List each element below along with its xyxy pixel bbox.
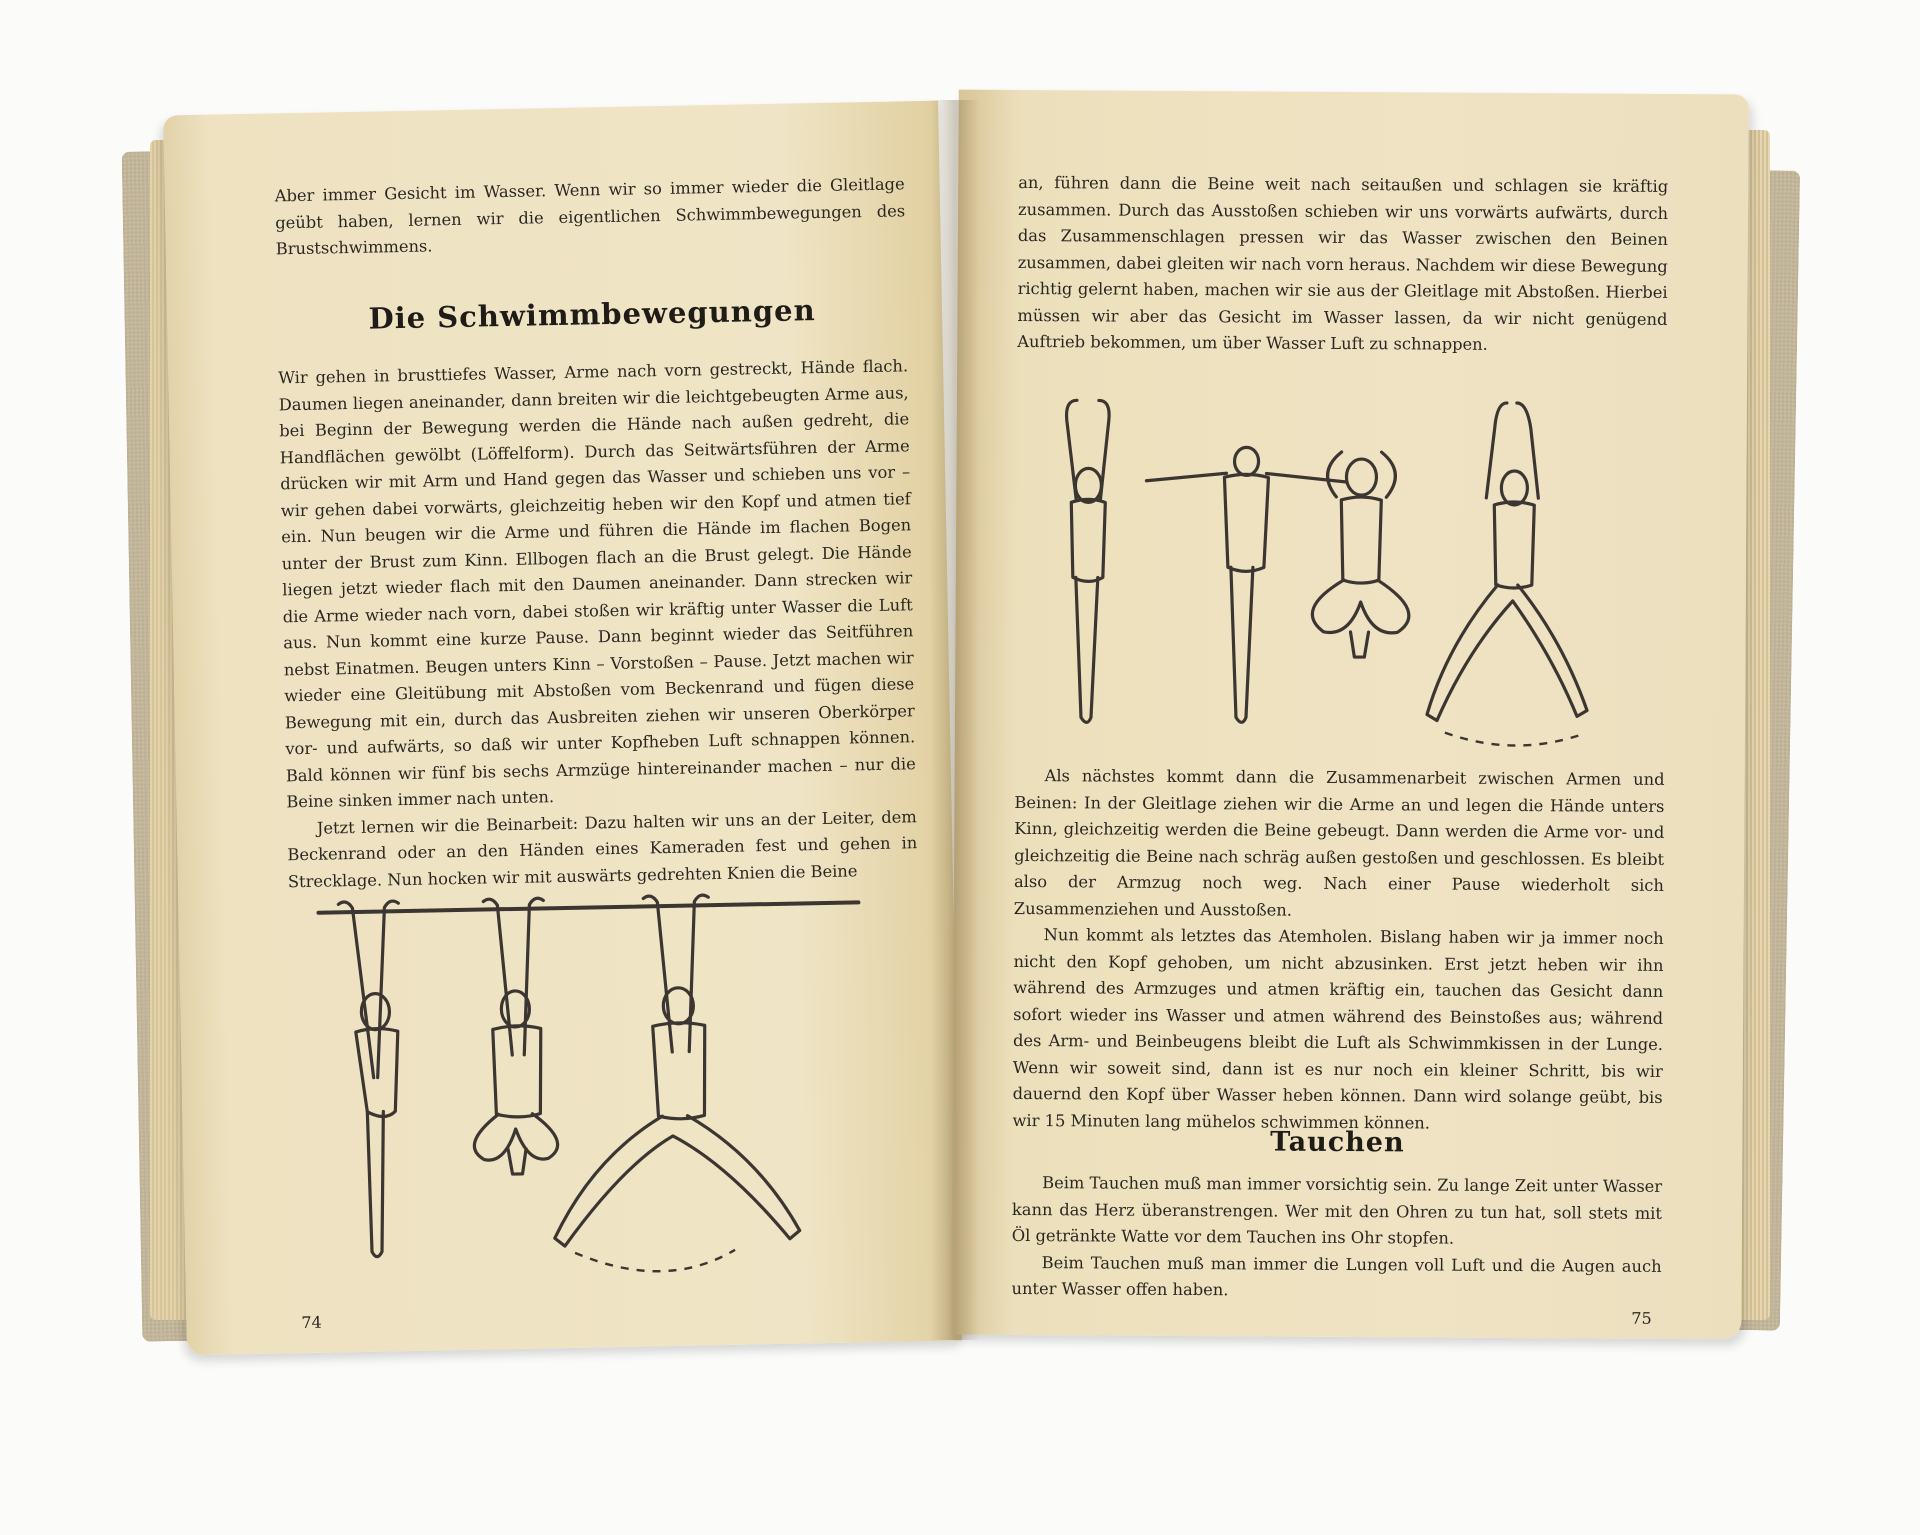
figure-hanging-squat (470, 898, 558, 1175)
leg-kick-illustration-swimming (1035, 390, 1637, 754)
leg-kick-illustration-hanging (298, 871, 926, 1283)
right-paragraph-2: Als nächstes kommt dann die Zusammenarbeit zwischen Armen und Beinen: In der Gleitlage ziehen wir die Arme an und legen die Hände unters Kinn, gleichzeitig werden die Beine gebeugt. Dann werden die Arme vor- und gleichzeitig die Beine nach schräg außen gestoßen und geschlossen. Es bleibt also der Armzug noch weg. Nach einer Pause wiederholt sich Zusammenziehen und Ausstoßen. (1013, 766, 1665, 920)
right-page-number: 75 (1631, 1308, 1652, 1328)
left-page-number: 74 (301, 1312, 322, 1333)
kick-motion-arrows (575, 1250, 735, 1273)
right-paragraph-1: an, führen dann die Beine weit nach seitaußen und schlagen sie kräftig zusammen. Durch das Ausstoßen schieben wir uns vorwärts aufwärts, durch das Zusammenschlagen pressen wir das Wasser zwischen den Beinen zusammen, dabei gleiten wir nach vorn heraus. Nachdem wir diese Bewegung richtig gelernt haben, machen wir sie aus der Gleitlage mit Abstoßen. Hierbei müssen wir aber das Gesicht im Wasser lassen, da wir nicht genügend Auftrieb bekommen, um über Wasser Luft zu schnappen. (1017, 172, 1669, 354)
right-paragraph-5: Beim Tauchen muß man immer die Lungen voll Luft und die Augen auch unter Wasser offen haben. (1011, 1252, 1662, 1300)
figure-hanging-spread (548, 893, 800, 1246)
figure-hanging-straight (338, 901, 405, 1257)
right-paragraph-4: Beim Tauchen muß man immer vorsichtig sein. Zu lange Zeit unter Wasser kann das Herz überanstrengen. Wer mit den Ohren zu tun hat, soll stets mit Öl getränkte Watte vor dem Tauchen ins Ohr stopfen. (1011, 1173, 1663, 1248)
figure-arms-out (1145, 447, 1347, 723)
left-heading: Die Schwimmbewegungen (368, 293, 816, 336)
left-page (163, 101, 962, 1356)
figure-arms-bent-legs-squat (1312, 452, 1410, 658)
right-paragraph-3: Nun kommt als letztes das Atemholen. Bislang haben wir ja immer noch nicht den Kopf gehoben, um nicht abzusinken. Erst jetzt heben wir ihn während des Armzuges und atmen kräftig ein, tauchen das Gesicht dann sofort wieder ins Wasser und atmen während des Beinstoßes aus; während des Arm- und Beinbeugens bleibt die Luft als Schwimmkissen in der Lunge. Wenn wir soweit sind, dann ist es nur noch ein kleiner Schritt, bis wir dauernd den Kopf über Wasser heben können. Dann wird solange geübt, bis wir 15 Minuten lang mühelos schwimmen können. (1012, 925, 1664, 1132)
figure-arms-up-legs-spread (1427, 402, 1589, 721)
kick-motion-arrows-right (1445, 733, 1585, 746)
left-paragraph-1: Wir gehen in brusttiefes Wasser, Arme nach vorn gestreckt, Hände flach. Daumen liegen aneinander, dann breiten wir die leichtgebeugten Arme aus, bei Beginn der Bewegung werden die Hände nach außen gedreht, die Handflächen gewölbt (Löffelform). Durch das Seitwärtsführen der Arme drücken wir mit Arm und Hand gegen das Wasser und schieben uns vor – wir gehen dabei vorwärts, gleichzeitig heben wir den Kopf und atmen tief ein. Nun beugen wir die Arme und führen die Hände im flachen Bogen unter der Brust zum Kinn. Ellbogen flach an die Brust gelegt. Die Hände liegen jetzt wieder flach mit den Daumen aneinander. Dann strecken wir die Arme wieder nach vorn, dabei stoßen wir kräftig unter Wasser die Luft aus. Nun kommt eine kurze Pause. Dann beginnt wieder das Seitführen nebst Einatmen. Beugen unters Kinn – Vorstoßen – Pause. Jetzt machen wir wieder eine Gleitübung mit Abstoßen vom Beckenrand und fügen diese Bewegung mit ein, durch das Ausbreiten ziehen wir unseren Oberkörper vor- und aufwärts, so daß wir unter Kopfheben Luft schnappen können. Bald können wir fünf bis sechs Armzüge hintereinander machen – nur die Beine sinken immer nach unten. (278, 356, 916, 812)
right-page (951, 90, 1749, 1340)
book-gutter (930, 100, 980, 1340)
left-paragraph-2: Jetzt lernen wir die Beinarbeit: Dazu halten wir uns an der Leiter, dem Beckenrand oder an den Händen eines Kameraden fest und gehen in Strecklage. Nun hocken wir mit auswärts gedrehten Knien die Beine (287, 806, 918, 891)
left-intro-text: Aber immer Gesicht im Wasser. Wenn wir so immer wieder die Gleitlage geübt haben, lernen wir die eigentlichen Schwimmbewegungen des Brustschwimmens. (274, 174, 906, 259)
right-heading: Tauchen (1270, 1126, 1405, 1159)
figure-arms-up-straight (1065, 400, 1110, 722)
